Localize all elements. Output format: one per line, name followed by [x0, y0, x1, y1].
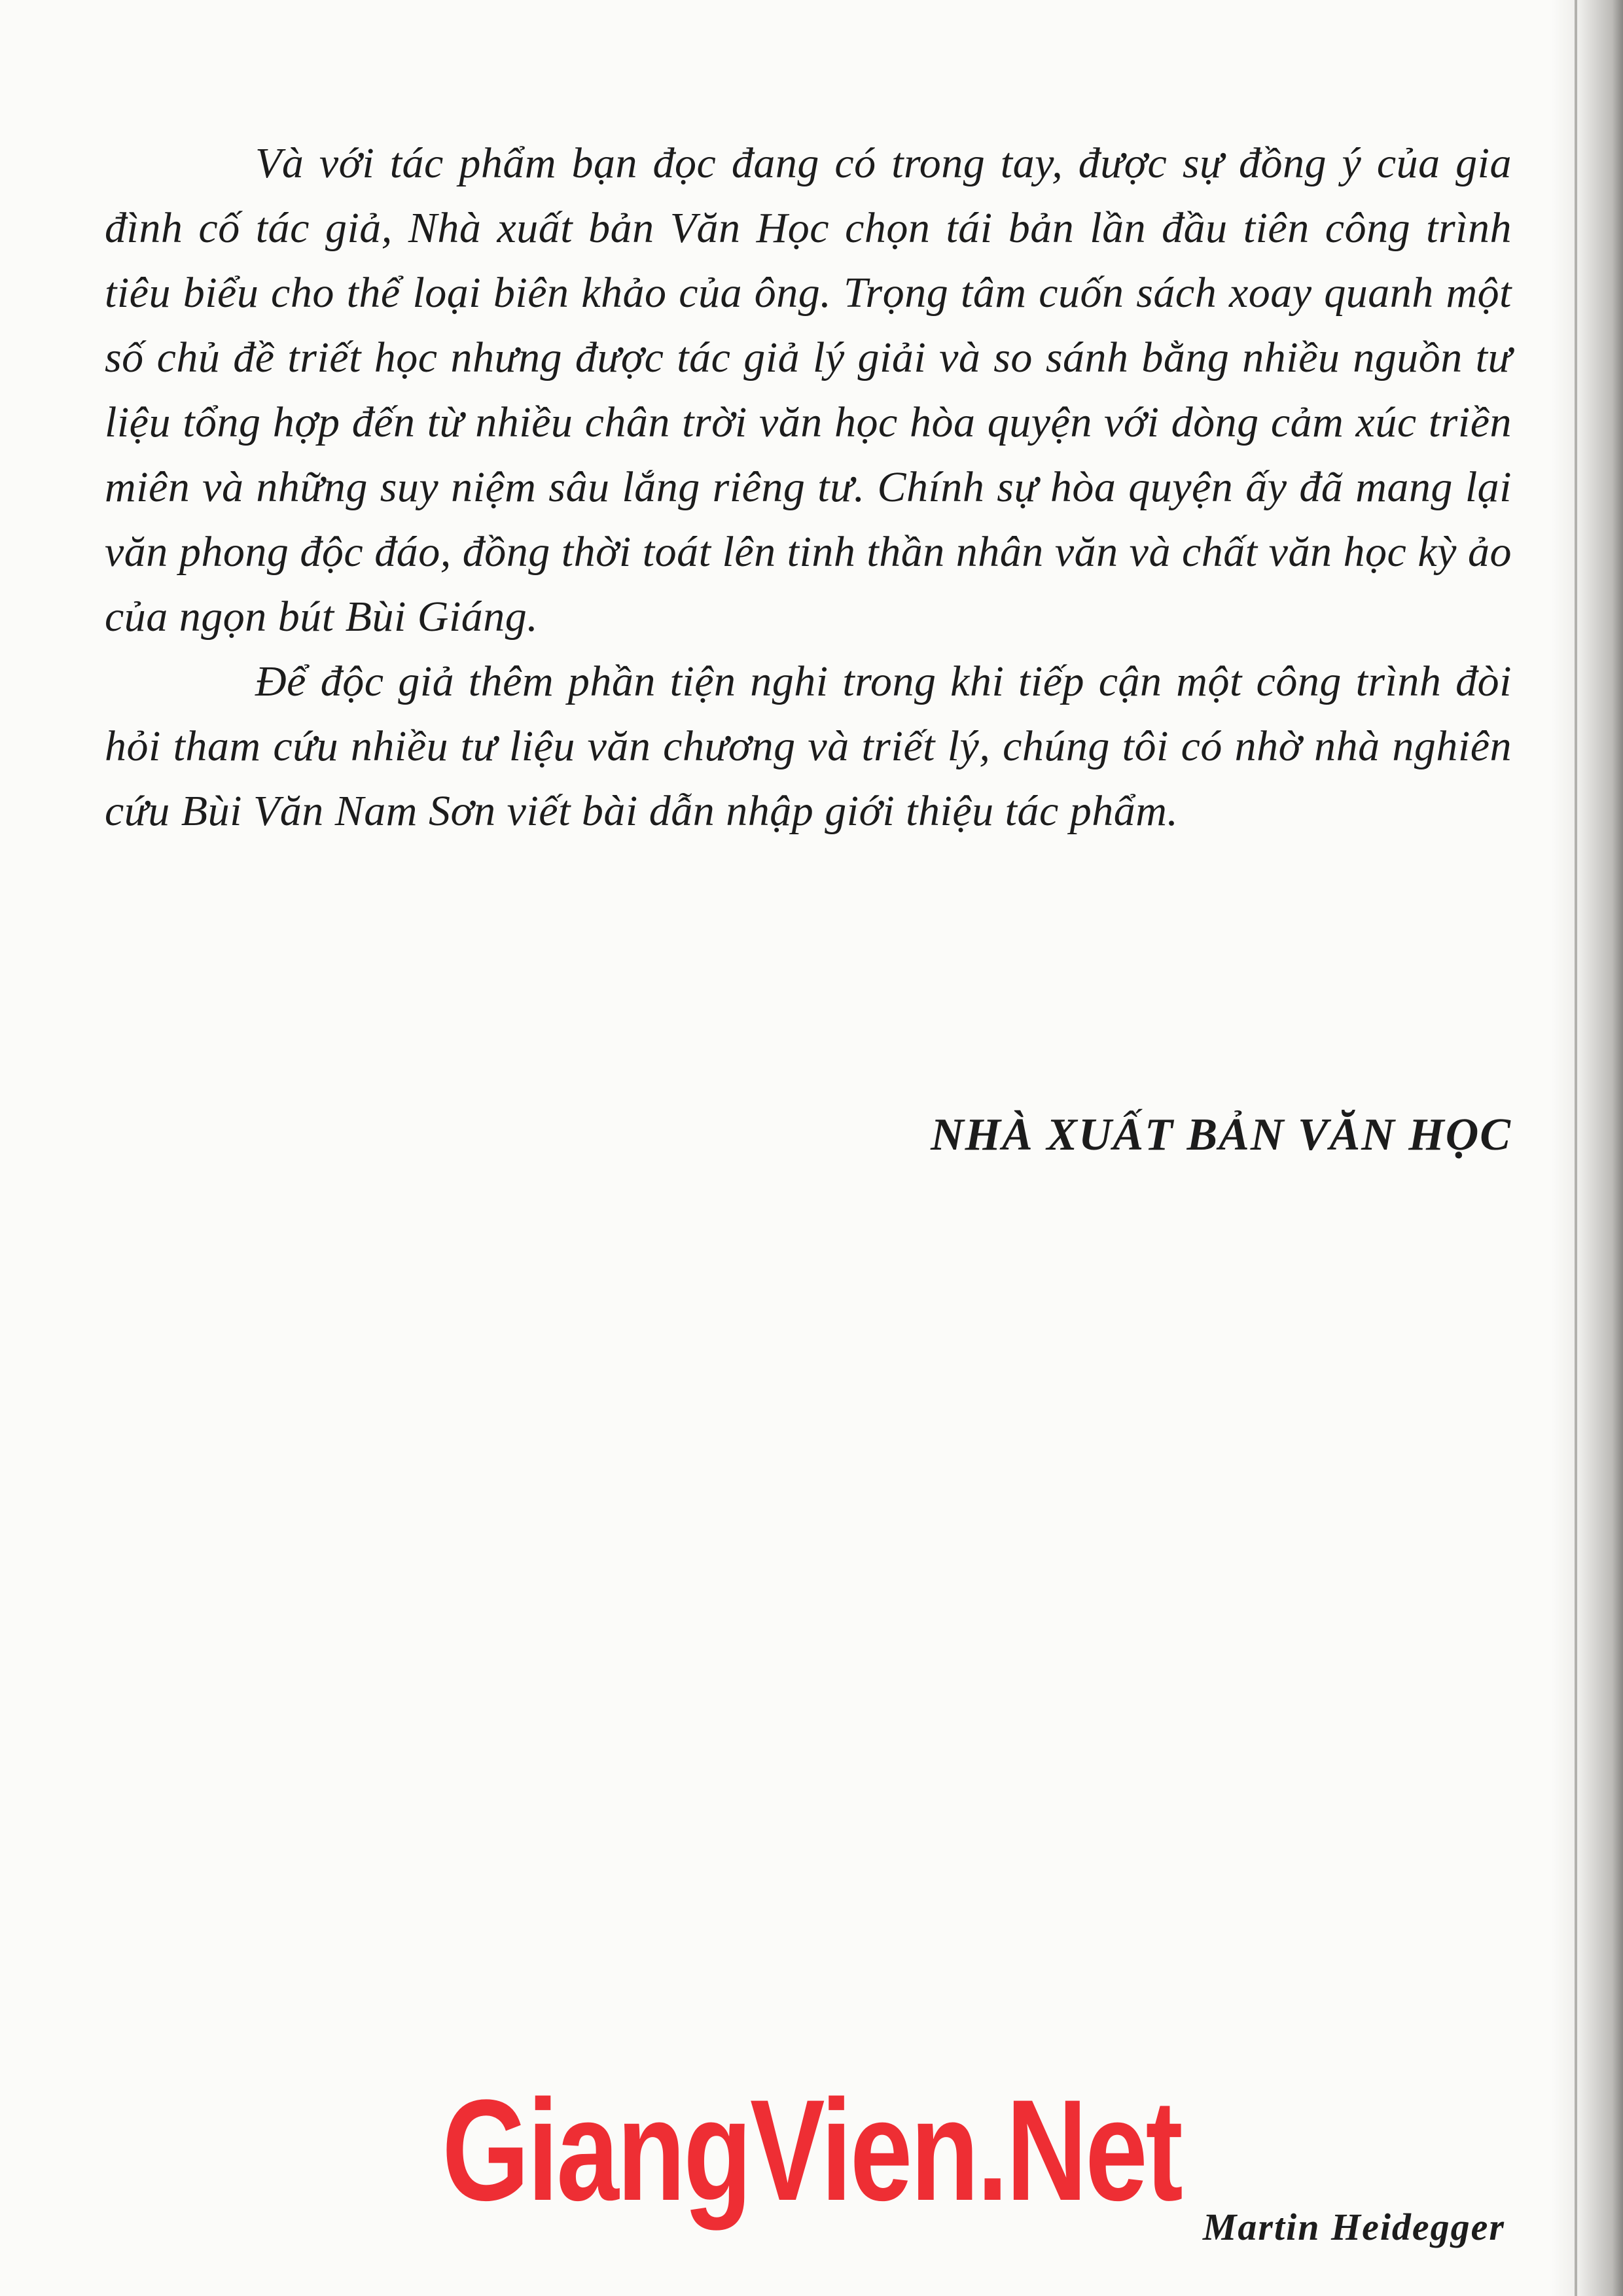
paragraph-2: Để độc giả thêm phần tiện nghi trong khi tiếp cận một công trình đòi hỏi tham cứu nhiều tư liệu văn chương và triết lý, chúng tôi có nhờ nhà nghiên cứu Bùi Văn Nam Sơn viết bài dẫn nhập giới thiệu tác phẩm. — [105, 658, 1512, 835]
watermark-text: GiangVien.Net — [442, 2070, 1181, 2231]
running-footer: Martin Heidegger — [1202, 2206, 1505, 2248]
page-body — [105, 131, 1512, 843]
paragraph-1: Và với tác phẩm bạn đọc đang có trong tay, được sự đồng ý của gia đình cố tác giả, Nhà xuất bản Văn Học chọn tái bản lần đầu tiên công trình tiêu biểu cho thể loại biên khảo của ông. Trọng tâm cuốn sách xoay quanh một số chủ đề triết học nhưng được tác giả lý giải và so sánh bằng nhiều nguồn tư liệu tổng hợp đến từ nhiều chân trời văn học hòa quyện với dòng cảm xúc triền miên và những suy niệm sâu lắng riêng tư. Chính sự hòa quyện ấy đã mang lại văn phong độc đáo, đồng thời toát lên tinh thần nhân văn và chất văn học kỳ ảo của ngọn bút Bùi Giáng. — [105, 139, 1512, 641]
page-binding-shadow — [1551, 0, 1623, 2296]
publisher-signature: NHÀ XUẤT BẢN VĂN HỌC — [931, 1110, 1512, 1160]
